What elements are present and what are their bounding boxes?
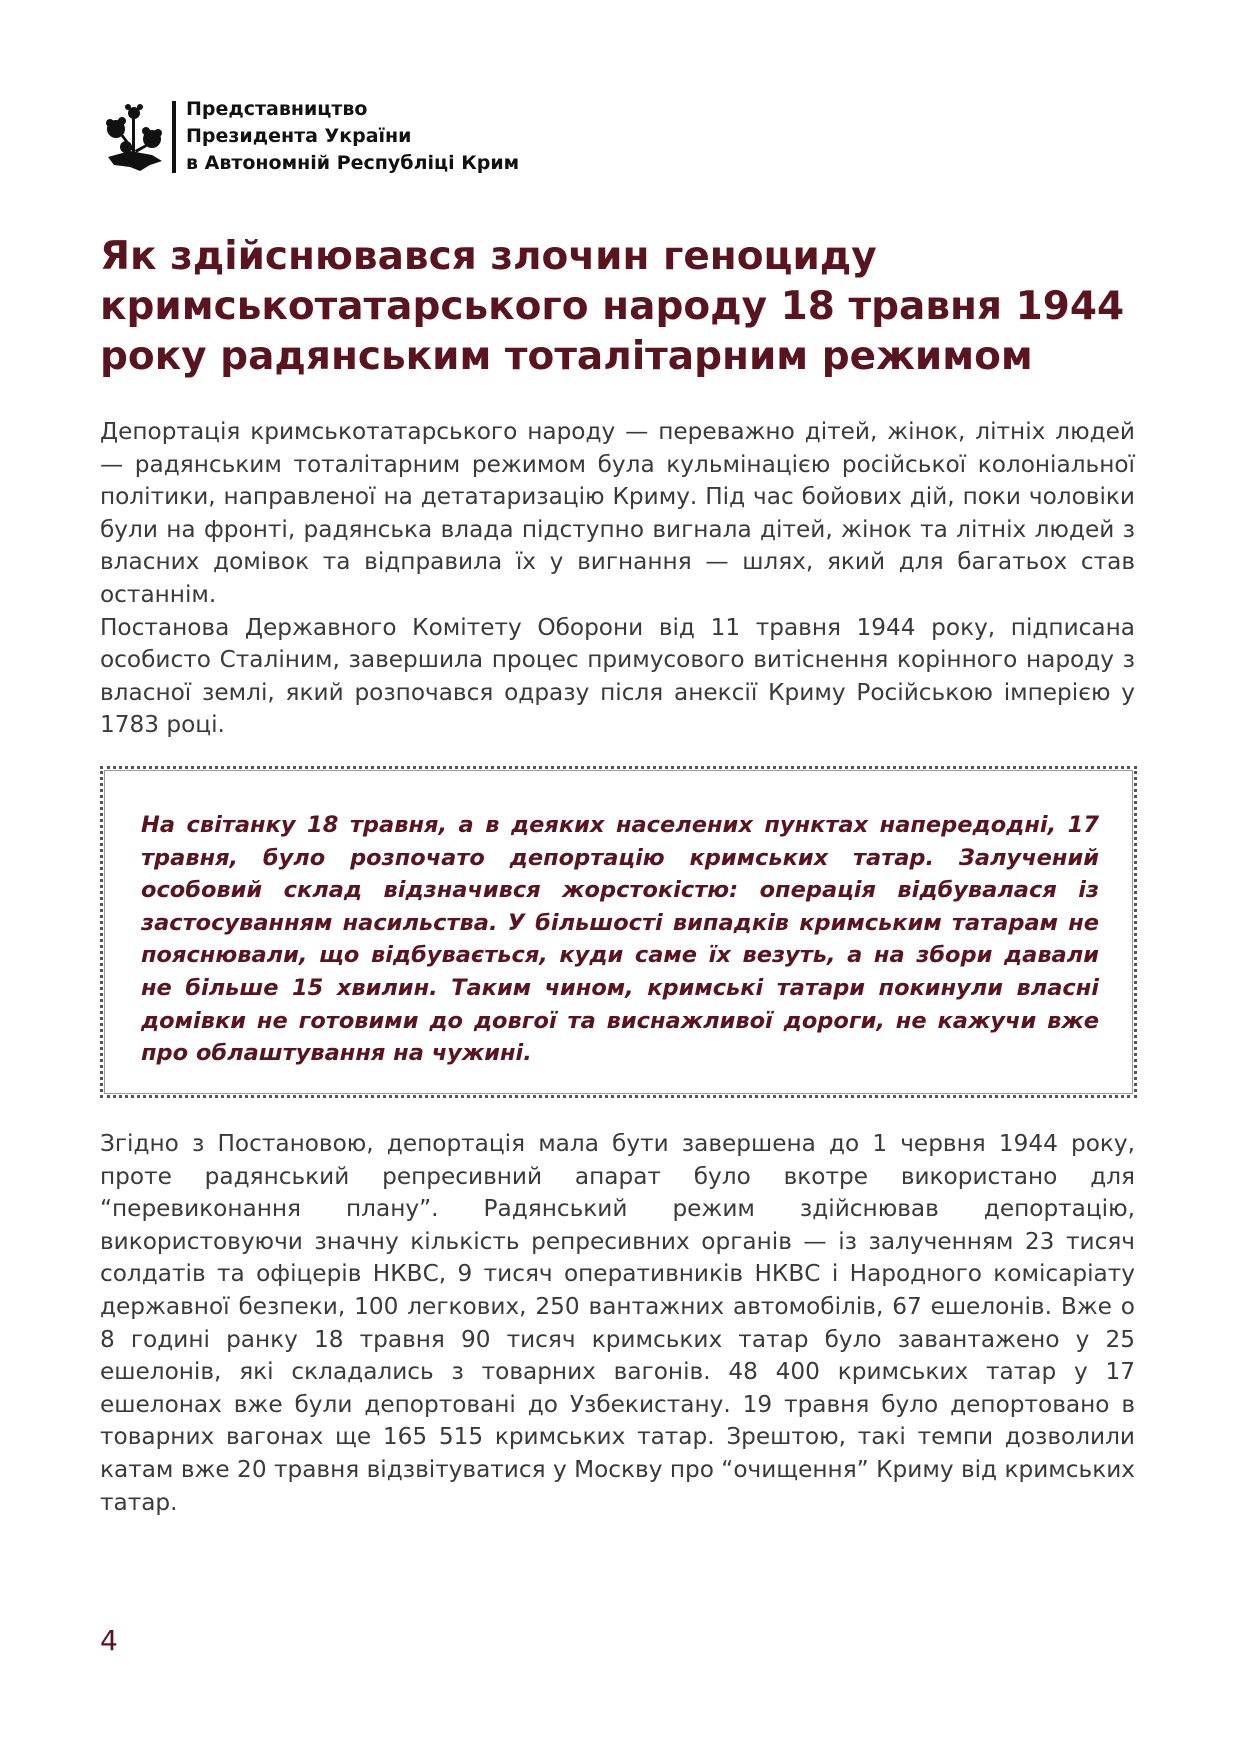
org-line: Президента України bbox=[186, 125, 412, 147]
org-line: в Автономній Республіці Крим bbox=[186, 152, 520, 174]
org-line: Представництво bbox=[186, 98, 368, 120]
quote-box bbox=[100, 766, 1137, 1098]
quote-text: На світанку 18 травня, а в деяких населених пунктах напередодні, 17 травня, було розпочато депортацію кримських татар. Залучений особовий склад відзначився жорстокістю: операція відбувалася із застосуванням насильства. У більшості випадків кримським татарам не пояснювали, що відбувається, куди саме їх везуть, а на збори давали не більше 15 хвилин. Таким чином, кримські татари покинули власні домівки не готовими до довгої та виснажливої дороги, не кажучи вже про облаштування на чужині. bbox=[141, 812, 1099, 1067]
divider bbox=[172, 101, 176, 173]
header bbox=[100, 96, 519, 177]
paragraph: Згідно з Постановою, депортація мала бути завершена до 1 червня 1944 року, проте радянський репресивний апарат було вкотре використано для “перевиконання плану”. Радянський режим здійснював депортацію, використовуючи значну кількість репресивних органів — із залученням 23 тисяч солдатів та офіцерів НКВС, 9 тисяч оперативників НКВС і Народного комісаріату державної безпеки, 100 легкових, 250 вантажних автомобілів, 67 ешелонів. Вже о 8 годині ранку 18 травня 90 тисяч кримських татар було завантажено у 25 ешелонів, які складались з товарних вагонів. 48 400 кримських татар у 17 ешелонах вже були депортовані до Узбекистану. 19 травня було депортовано в товарних вагонах ще 165 515 кримських татар. Зрештою, такі темпи дозволили катам вже 20 травня відзвітуватися у Москву про “очищення” Криму від кримських татар. bbox=[100, 1130, 1135, 1516]
page-title: Як здійснювався злочин геноциду кримськотатарського народу 18 травня 1944 року радянським тоталітарним режимом bbox=[100, 234, 1125, 379]
paragraph: Постанова Державного Комітету Оборони від 11 травня 1944 року, підписана особисто Сталіним, завершила процес примусового витіснення корінного народу з власної землі, який розпочався одразу після анексії Криму Російською імперією у 1783 році. bbox=[100, 613, 1135, 739]
organization-name bbox=[186, 96, 519, 177]
page-number: 4 bbox=[100, 1624, 118, 1657]
paragraph: Депортація кримськотатарського народу — переважно дітей, жінок, літніх людей — радянським тоталітарним режимом була кульмінацією російської колоніальної політики, направленої на детатаризацію Криму. Під час бойових дій, поки чоловіки були на фронті, радянська влада підступно вигнала дітей, жінок та літніх людей з власних домівок та відправила їх у вигнання — шлях, який для багатьох став останнім. bbox=[100, 418, 1135, 608]
crimea-flowers-logo-icon bbox=[100, 99, 168, 175]
intro-text bbox=[100, 416, 1135, 742]
